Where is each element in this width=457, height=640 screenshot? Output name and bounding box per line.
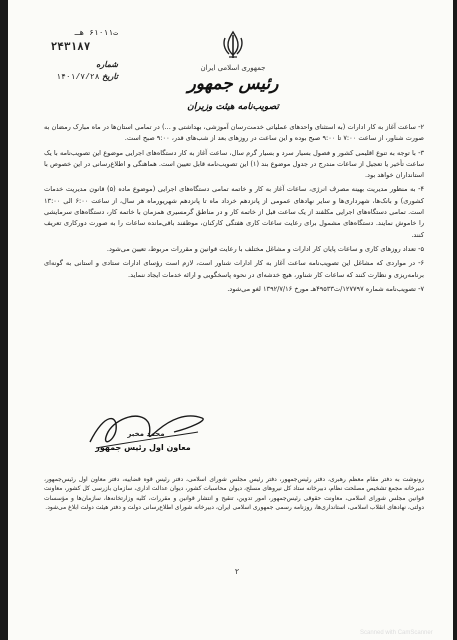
paragraph-6: ۶- در مواردی که مشاغل این تصویب‌نامه ساعت آغاز به کار ادارات شناور است، لازم است رؤسای ادارات ستادی و استانی به گونه‌ای برنامه‌ریزی و نظارت کنند که ساعات کار شناور، هیچ خدشه‌ای در نحوه پاسخگویی و ارائه خدمات ایجاد ننماید. [44,259,424,279]
number-row: شماره [96,60,118,69]
paragraph-5: ۵- تعداد روزهای کاری و ساعات پایان کار ادارات و مشاغل مختلف با رعایت قوانین و مقررات مربوط، تعیین می‌شود. [106,244,424,253]
page-number: ۲ [234,567,240,576]
paragraph-3: ۳- با توجه به تنوع اقلیمی کشور و فصول بسیار سرد و بسیار گرم سال، ساعت آغاز به کار دستگاه‌های اجرایی موضوع این تصویب‌نامه با یک ساعت تأخیر یا تعجیل از ساعات مندرج در جدول موضوع بند (۱) این تصویب‌نامه قابل تعیین است. هماهنگی و اطلاع‌رسانی در این خصوص با استانداران خواهد بود. [44,148,424,180]
iran-emblem-icon [220,30,246,60]
signatory-title: معاون اول رئیس جمهور [95,443,191,452]
date-value: ۱۴۰۱/۷/۲۸ [56,73,100,82]
scanner-watermark: Scanned with CamScanner [360,630,433,636]
decree-heading: تصویب‌نامه هیئت وزیران [187,102,279,112]
republic-caption: جمهوری اسلامی ایران [200,64,266,72]
date-row: تاریخ ۱۴۰۱/۷/۲۸ [56,72,118,82]
copy-recipients: رونوشت به دفتر مقام معظم رهبری، دفتر رئیس‌جمهور، دفتر رئیس مجلس شورای اسلامی، دفتر رئیس قوه قضاییه، دفتر معاون اول رئیس‌جمهور، دبیرخانه مجمع تشخیص مصلحت نظام، دبیرخانه ستاد کل نیروهای مسلح، دیوان محاسبات کشور، دیوان عدالت اداری، سازمان بازرسی کل کشور، معاونت قوانین مجلس شورای اسلامی، معاونت حقوقی رئیس‌جمهور، امور تدوین، تنقیح و انتشار قوانین و مقررات، کلیه وزارتخانه‌ها، سازمان‌ها و مؤسسات دولتی، نهادهای انقلاب اسلامی، استانداری‌ها، روزنامه رسمی جمهوری اسلامی ایران، دبیرخانه شورای اطلاع‌رسانی دولت و دفتر هیئت دولت ابلاغ می‌شود. [44,476,424,512]
reference-number: ۲۴۳۱۸۷ [50,40,91,53]
code-prefix: ت۶۱۰۱۱ هـ [74,29,118,38]
paragraph-2: ۲- ساعت آغاز به کار ادارات (به استثنای واحدهای عملیاتی خدمت‌رسان آموزشی، بهداشتی و ...) در تمامی استان‌ها در ماه مبارک رمضان به صورت شناور، از ساعت ۷:۰۰ تا ۹:۰۰ صبح بوده و این ساعت در روزهای بعد از شب‌های قدر، ۹:۰۰ صبح است. [44,123,424,143]
decree-body [44,122,424,298]
paragraph-4: ۴- به منظور مدیریت بهینه مصرف انرژی، ساعات آغاز به کار و خاتمه تمامی دستگاه‌های اجرایی (موضوع ماده (۵) قانون مدیریت خدمات کشوری) و بانک‌ها، شهرداری‌ها و سایر نهادهای عمومی از پانزدهم خرداد ماه تا پانزدهم شهریورماه هر سال، از ساعت ۶:۰۰ الی ۱۳:۰۰ است. تمامی دستگاه‌های اجرایی مکلفند از یک ساعت قبل از خاتمه کار و در مناطق گرمسیری همزمان با خاتمه کار، دستگاه‌های سرمایشی را خاموش نمایند. دستگاه‌های مشمول برای رعایت ساعات کاری هفتگی کارکنان، موظفند باقی‌مانده ساعات را به صورت دورکاری تعریف کنند. [44,185,424,239]
president-title: رئیس جمهور [187,74,279,94]
signatory-name: محمد مخبر [127,430,165,438]
document-page [8,0,453,640]
paragraph-7: ۷- تصویب‌نامه شماره ۱۲۷۷۹۷/ت۴۹۵۳۳هـ مورخ ۱۳۹۲/۷/۱۶ لغو می‌شود. [227,284,424,293]
